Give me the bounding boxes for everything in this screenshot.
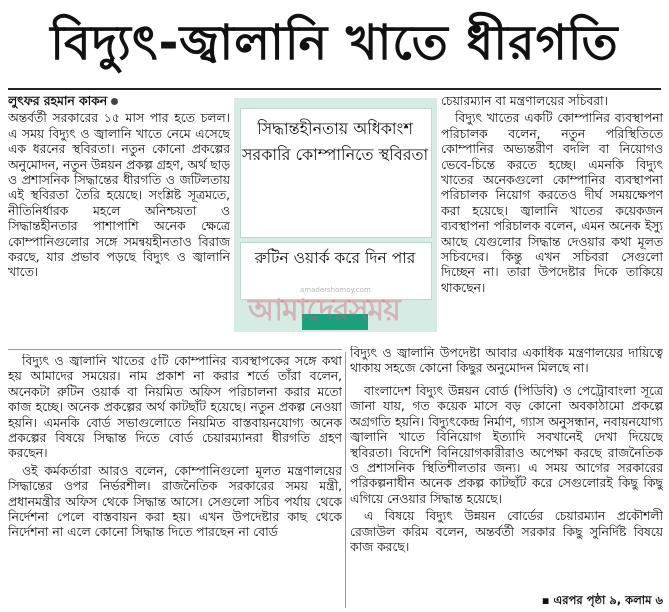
highlight-sub-text: রুটিন ওয়ার্ক করে দিন পার [254,249,416,267]
byline [8,94,230,109]
paragraph: অন্তর্বর্তী সরকারের ১৫ মাস পার হতে চলল। এ সময় বিদ্যুৎ ও জ্বালানি খাতে নেমে এসেছে এক ধরনের স্থবিরতা। নতুন কোনো প্রকল্পের অনুমোদন, নতুন উন্নয়ন প্রকল্প গ্রহণ, অর্থ ছাড় ও প্রশাসনিক সিদ্ধান্তের ধীরগতি ও জটিলতায় এই স্থবিরতা তৈরি হয়েছে। সংশ্লিষ্ট সূত্রমতে, নীতিনির্ধারক মহলে অনিশ্চয়তা ও সিদ্ধান্তহীনতার পাশাপাশি অনেক ক্ষেত্রে কোম্পানিগুলোর সঙ্গে সমন্বয়হীনতাও বিরাজ করছে, যার প্রভাব পড়ছে বিদ্যুৎ ও জ্বালানি খাতে। [8,111,230,280]
byline-author: লুৎফর রহমান কাকন [8,94,108,108]
continuation-text [350,346,663,382]
headline-rule [8,88,661,90]
watermark-logo: আমাদেরসময় [248,293,400,328]
paragraph: বিদ্যুৎ খাতের একটি কোম্পানির ব্যবস্থাপনা পরিচালক বলেন, নতুন পরিস্থিতিতে কোম্পানির অভ্যন্তরীণ বদলি বা নিয়োগও ভেবে-চিন্তে করতে হচ্ছে। এমনকি বিদ্যুৎ খাতের অনেকগুলো কোম্পানির ব্যবস্থাপনা পরিচালক নিয়োগ করতেও দীর্ঘ সময়ক্ষেপণ করা হয়েছে। জ্বালানি খাতের কয়েকজন ব্যবস্থাপনা পরিচালক বলেন, এমন অনেক ইস্যু আছে যেগুলোর সিদ্ধান্ত দেওয়ার কথা মূলত সচিবদের। কিন্তু এখন সচিবরা সেগুলো দিচ্ছেন না। তারা উপদেষ্টার দিকে তাকিয়ে থাকছেন। [441,111,663,295]
paragraph: এ বিষয়ে বিদ্যুৎ উন্নয়ন বোর্ডের চেয়ারম্যান প্রকৌশলী রেজাউল করিম বলেন, অন্তর্বর্তী সরকার কিছু সুনির্দিষ্ট বিষয়ে কাজ করছে। [350,509,663,555]
section-divider-left [8,349,342,350]
paragraph: বাংলাদেশ বিদ্যুৎ উন্নয়ন বোর্ড (পিডিবি) ও পেট্রোবাংলা সূত্রে জানা যায়, গত কয়েক মাসে বড় কোনো অবকাঠামো প্রকল্পে অগ্রগতি হয়নি। বিদ্যুৎকেন্দ্র নির্মাণ, গ্যাস অনুসন্ধান, নবায়নযোগ্য জ্বালানি খাতে বিনিয়োগ ইত্যাদি সবখানেই দেখা দিয়েছে স্থবিরতা। বিদেশি বিনিয়োগকারীরাও অপেক্ষা করছে রাজনৈতিক ও প্রশাসনিক স্থিতিশীলতার জন্য। এ সময় আগের সরকারের পরিকল্পনাধীন অনেক প্রকল্প কাটছাঁট করে সেগুলোরই কিছু কিছু এগিয়ে নেওয়ার সিদ্ধান্ত হয়েছে। [350,384,663,506]
column-bottom-left [8,354,342,608]
column-divider [345,352,346,608]
watermark-url: amadershomoy.com [300,286,371,294]
bullet-icon [111,98,118,105]
headline: বিদ্যুৎ-জ্বালানি খাতে ধীরগতি [50,15,619,71]
continued-marker: ▪ [541,593,554,607]
paragraph: বিদ্যুৎ ও জ্বালানি উপদেষ্টা আবার একাধিক মন্ত্রণালয়ের দায়িত্বে থাকায় সহজে কোনো কিছুর অনুমোদন মিলছে না। [350,346,663,376]
paragraph: ওই কর্মকর্তারা আরও বলেন, কোম্পানিগুলো মূলত মন্ত্রণালয়ের সিদ্ধান্তের ওপর নির্ভরশীল। রাজনৈতিক সরকারের সময় মন্ত্রী, প্রধানমন্ত্রীর অফিস থেকে সিদ্ধান্ত আসে। সেগুলো সচিব পর্যায় থেকে নির্দেশনা পেলে বাস্তবায়ন করা হয়। এখন উপদেষ্টার কাছ থেকে নির্দেশনা না এলে কোনো সিদ্ধান্ত দিতে পারছেন না বোর্ড [8,463,342,540]
column-right [441,94,663,350]
column-left [8,94,230,356]
paragraph: চেয়ারম্যান বা মন্ত্রণালয়ের সচিবরা। [441,94,608,108]
jump-line [474,593,663,609]
highlight-main-text: সিদ্ধান্তহীনতায় অধিকাংশ সরকারি কোম্পানিতে স্থবিরতা [241,119,429,164]
column-bottom-right [350,384,663,592]
continued-reference: এরপর পৃষ্ঠা ৯, কলাম ৬ [553,593,663,607]
paragraph: বিদ্যুৎ ও জ্বালানি খাতের ৫টি কোম্পানির ব্যবস্থাপকের সঙ্গে কথা হয় আমাদের সময়ের। নাম প্রকাশ না করার শর্তে তাঁরা বলেন, অনেকটা রুটিন ওয়ার্ক বা নিয়মিত অফিস পরিচালনা করার মতো কাজ হচ্ছে। অনেক প্রকল্পের অর্থ কাটছাঁট হয়েছে। নতুন প্রকল্প নেওয়া হয়নি। এমনকি বোর্ড সভাগুলোতে নিয়মিত বাস্তবায়নযোগ্য অনেক প্রকল্পের বিষয়ে সিদ্ধান্ত দিতে বোর্ড চেয়ারম্যানরা ধীরগতি গ্রহণ করছেন। [8,354,342,461]
